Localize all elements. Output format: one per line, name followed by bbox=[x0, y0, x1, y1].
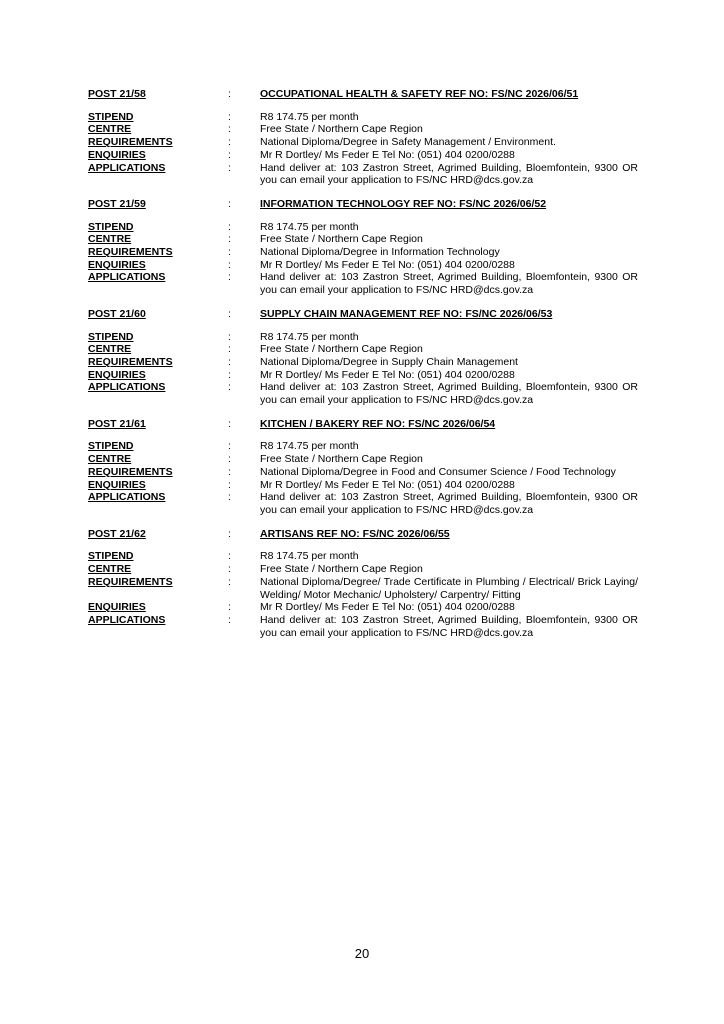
field-label: CENTRE bbox=[88, 563, 132, 576]
post-block bbox=[88, 528, 638, 640]
field-value: Mr R Dortley/ Ms Feder E Tel No: (051) 404 0200/0288 bbox=[260, 258, 515, 271]
field-label: CENTRE bbox=[88, 343, 132, 356]
field-value: Hand deliver at: 103 Zastron Street, Agrimed Building, Bloemfontein, 9300 OR you can email your application to FS/NC HRD@dcs.gov.za bbox=[260, 161, 638, 187]
field-row-centre bbox=[88, 233, 638, 246]
separator: : bbox=[228, 123, 231, 136]
field-row-enquiries bbox=[88, 149, 638, 162]
separator: : bbox=[228, 550, 231, 563]
separator: : bbox=[228, 246, 231, 259]
field-value: Mr R Dortley/ Ms Feder E Tel No: (051) 404 0200/0288 bbox=[260, 148, 515, 161]
field-value: Free State / Northern Cape Region bbox=[260, 343, 423, 356]
post-header bbox=[88, 528, 638, 541]
field-label: REQUIREMENTS bbox=[88, 465, 173, 478]
separator: : bbox=[228, 563, 231, 576]
field-value: R8 174.75 per month bbox=[260, 110, 359, 123]
field-value: Free State / Northern Cape Region bbox=[260, 123, 423, 136]
field-row-centre bbox=[88, 563, 638, 576]
field-label: STIPEND bbox=[88, 110, 134, 123]
separator: : bbox=[228, 110, 231, 123]
field-value: R8 174.75 per month bbox=[260, 440, 359, 453]
separator: : bbox=[228, 307, 231, 320]
field-value: National Diploma/Degree in Information Technology bbox=[260, 246, 500, 259]
field-value: National Diploma/Degree in Safety Management / Environment. bbox=[260, 136, 556, 149]
post-block bbox=[88, 88, 638, 187]
field-row-enquiries bbox=[88, 601, 638, 614]
separator: : bbox=[228, 233, 231, 246]
separator: : bbox=[228, 613, 231, 626]
post-block bbox=[88, 308, 638, 407]
field-row-enquiries bbox=[88, 479, 638, 492]
field-row-applications bbox=[88, 271, 638, 296]
separator: : bbox=[228, 575, 231, 588]
post-title: KITCHEN / BAKERY REF NO: FS/NC 2026/06/54 bbox=[260, 417, 496, 430]
separator: : bbox=[228, 148, 231, 161]
field-value: Hand deliver at: 103 Zastron Street, Agrimed Building, Bloemfontein, 9300 OR you can email your application to FS/NC HRD@dcs.gov.za bbox=[260, 381, 638, 407]
field-label: APPLICATIONS bbox=[88, 161, 166, 174]
post-title: ARTISANS REF NO: FS/NC 2026/06/55 bbox=[260, 527, 450, 540]
field-value: Free State / Northern Cape Region bbox=[260, 233, 423, 246]
separator: : bbox=[228, 197, 231, 210]
field-label: STIPEND bbox=[88, 330, 134, 343]
separator: : bbox=[228, 368, 231, 381]
post-title: OCCUPATIONAL HEALTH & SAFETY REF NO: FS/NC 2026/06/51 bbox=[260, 88, 579, 100]
field-value: Mr R Dortley/ Ms Feder E Tel No: (051) 404 0200/0288 bbox=[260, 368, 515, 381]
separator: : bbox=[228, 453, 231, 466]
field-label: APPLICATIONS bbox=[88, 613, 166, 626]
field-label: CENTRE bbox=[88, 233, 132, 246]
separator: : bbox=[228, 417, 231, 430]
field-label: APPLICATIONS bbox=[88, 381, 166, 394]
field-value: National Diploma/Degree/ Trade Certificate in Plumbing / Electrical/ Brick Laying/ Welding/ Motor Mechanic/ Upholstery/ Carpentry/ Fitting bbox=[260, 575, 638, 601]
field-label: REQUIREMENTS bbox=[88, 246, 173, 259]
post-block bbox=[88, 198, 638, 297]
field-label: ENQUIRIES bbox=[88, 368, 146, 381]
field-label: ENQUIRIES bbox=[88, 258, 146, 271]
post-header bbox=[88, 308, 638, 321]
separator: : bbox=[228, 381, 231, 394]
separator: : bbox=[228, 271, 231, 284]
field-label: ENQUIRIES bbox=[88, 148, 146, 161]
separator: : bbox=[228, 465, 231, 478]
post-block bbox=[88, 418, 638, 517]
posts-list bbox=[88, 88, 638, 650]
field-row-applications bbox=[88, 491, 638, 516]
field-label: STIPEND bbox=[88, 440, 134, 453]
post-header bbox=[88, 198, 638, 211]
post-header bbox=[88, 418, 638, 431]
field-row-stipend bbox=[88, 550, 638, 563]
field-label: REQUIREMENTS bbox=[88, 575, 173, 588]
field-value: Free State / Northern Cape Region bbox=[260, 453, 423, 466]
post-number: POST 21/60 bbox=[88, 307, 146, 320]
post-number: POST 21/62 bbox=[88, 527, 146, 540]
field-value: Hand deliver at: 103 Zastron Street, Agrimed Building, Bloemfontein, 9300 OR you can email your application to FS/NC HRD@dcs.gov.za bbox=[260, 491, 638, 516]
field-row-centre bbox=[88, 123, 638, 136]
field-row-enquiries bbox=[88, 259, 638, 272]
field-value: Mr R Dortley/ Ms Feder E Tel No: (051) 404 0200/0288 bbox=[260, 601, 515, 614]
separator: : bbox=[228, 330, 231, 343]
post-title: INFORMATION TECHNOLOGY REF NO: FS/NC 2026/06/52 bbox=[260, 197, 547, 210]
separator: : bbox=[228, 440, 231, 453]
separator: : bbox=[228, 601, 231, 614]
field-label: CENTRE bbox=[88, 453, 132, 466]
field-row-stipend bbox=[88, 111, 638, 124]
field-row-stipend bbox=[88, 440, 638, 453]
field-value: R8 174.75 per month bbox=[260, 220, 359, 233]
field-label: CENTRE bbox=[88, 123, 132, 136]
post-header bbox=[88, 88, 638, 101]
field-label: APPLICATIONS bbox=[88, 491, 166, 504]
field-label: ENQUIRIES bbox=[88, 601, 146, 614]
field-label: REQUIREMENTS bbox=[88, 355, 173, 368]
field-value: Hand deliver at: 103 Zastron Street, Agrimed Building, Bloemfontein, 9300 OR you can email your application to FS/NC HRD@dcs.gov.za bbox=[260, 271, 638, 297]
field-value: R8 174.75 per month bbox=[260, 550, 359, 563]
separator: : bbox=[228, 161, 231, 174]
field-label: REQUIREMENTS bbox=[88, 136, 173, 149]
field-value: Free State / Northern Cape Region bbox=[260, 563, 423, 576]
field-row-applications bbox=[88, 162, 638, 187]
field-label: STIPEND bbox=[88, 220, 134, 233]
field-label: ENQUIRIES bbox=[88, 478, 146, 491]
field-row-enquiries bbox=[88, 369, 638, 382]
separator: : bbox=[228, 220, 231, 233]
separator: : bbox=[228, 355, 231, 368]
field-value: National Diploma/Degree in Supply Chain Management bbox=[260, 355, 518, 368]
field-row-requirements bbox=[88, 246, 638, 259]
field-label: STIPEND bbox=[88, 550, 134, 563]
separator: : bbox=[228, 478, 231, 491]
separator: : bbox=[228, 258, 231, 271]
field-row-requirements bbox=[88, 466, 638, 479]
field-row-applications bbox=[88, 614, 638, 639]
page-number: 20 bbox=[354, 946, 370, 961]
separator: : bbox=[228, 527, 231, 540]
field-row-stipend bbox=[88, 221, 638, 234]
field-row-requirements bbox=[88, 136, 638, 149]
field-row-requirements bbox=[88, 356, 638, 369]
field-label: APPLICATIONS bbox=[88, 271, 166, 284]
field-row-applications bbox=[88, 381, 638, 406]
field-value: National Diploma/Degree in Food and Consumer Science / Food Technology bbox=[260, 465, 616, 478]
post-number: POST 21/58 bbox=[88, 88, 146, 100]
field-row-stipend bbox=[88, 331, 638, 344]
separator: : bbox=[228, 491, 231, 504]
field-row-centre bbox=[88, 453, 638, 466]
field-value: Mr R Dortley/ Ms Feder E Tel No: (051) 404 0200/0288 bbox=[260, 478, 515, 491]
post-number: POST 21/59 bbox=[88, 197, 146, 210]
separator: : bbox=[228, 343, 231, 356]
field-value: Hand deliver at: 103 Zastron Street, Agrimed Building, Bloemfontein, 9300 OR you can email your application to FS/NC HRD@dcs.gov.za bbox=[260, 613, 638, 639]
post-number: POST 21/61 bbox=[88, 417, 146, 430]
post-title: SUPPLY CHAIN MANAGEMENT REF NO: FS/NC 2026/06/53 bbox=[260, 307, 553, 320]
separator: : bbox=[228, 88, 231, 100]
field-value: R8 174.75 per month bbox=[260, 330, 359, 343]
field-row-centre bbox=[88, 343, 638, 356]
field-row-requirements bbox=[88, 576, 638, 601]
separator: : bbox=[228, 136, 231, 149]
